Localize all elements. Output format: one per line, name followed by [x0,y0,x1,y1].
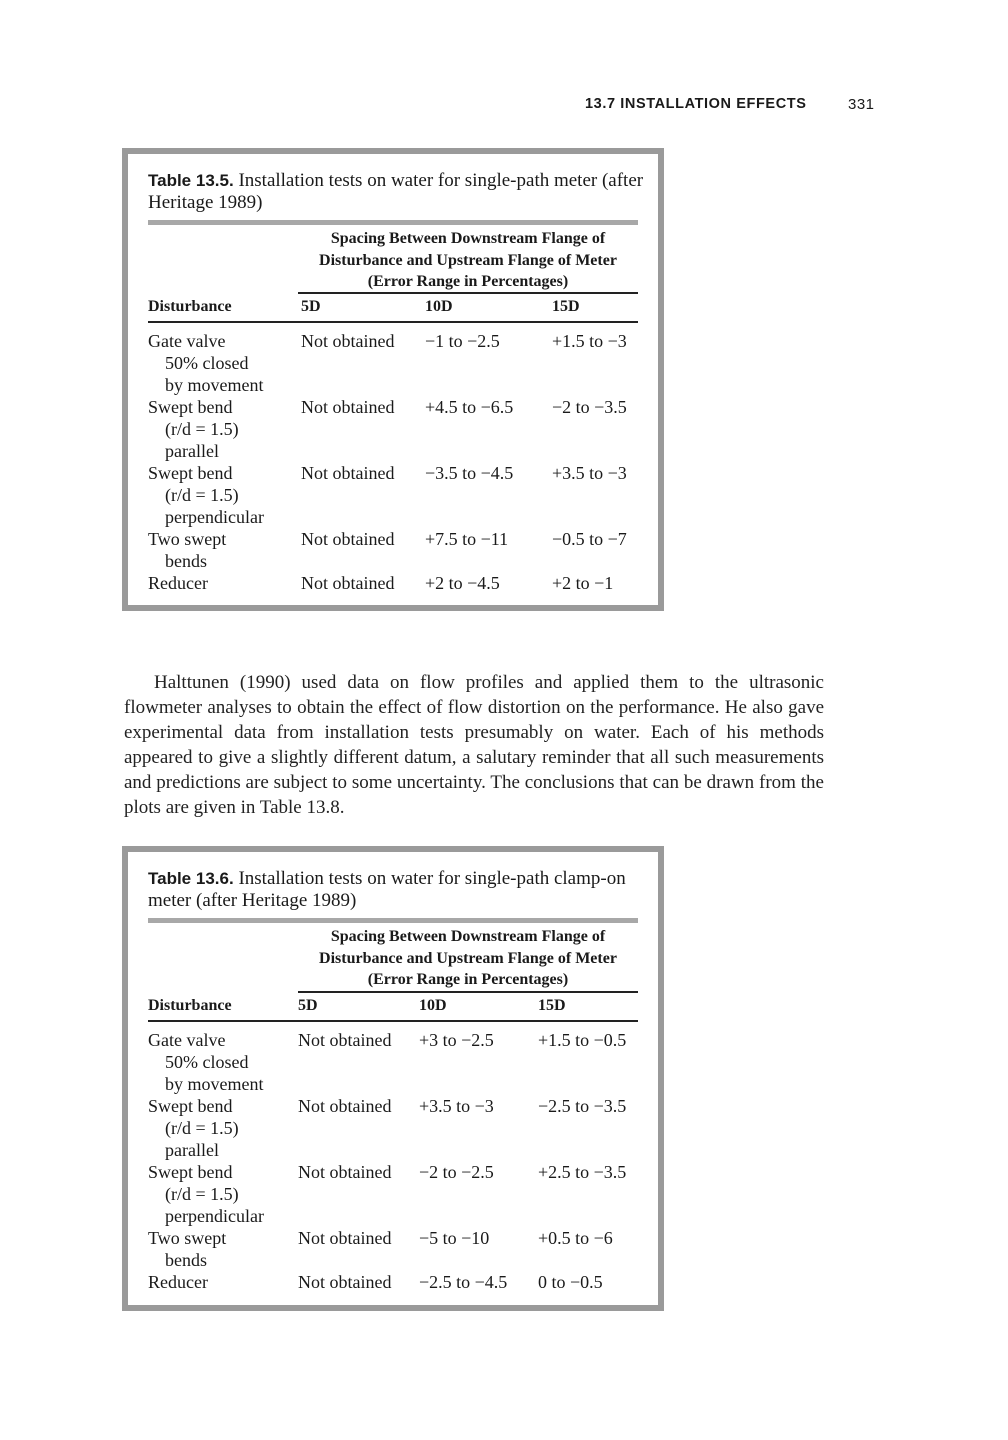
disturbance-cell [148,1271,298,1293]
cell-5d: Not obtained [298,1030,392,1050]
cell-15d: +2.5 to −3.5 [538,1162,627,1182]
column-header-15d: 15D [552,298,580,315]
cell-10d: −5 to −10 [419,1228,490,1248]
disturbance-line: Swept bend [148,1162,233,1182]
disturbance-cell [148,330,298,396]
cell-10d: +4.5 to −6.5 [425,397,514,417]
disturbance-line: (r/d = 1.5) [165,1118,239,1138]
cell-5d: Not obtained [298,1272,392,1292]
cell-10d: −3.5 to −4.5 [425,463,514,483]
disturbance-line: Two swept [148,529,227,549]
disturbance-line: Swept bend [148,463,233,483]
disturbance-cell [148,1029,298,1095]
cell-15d: −2 to −3.5 [552,397,627,417]
column-header-5d: 5D [298,997,318,1014]
body-paragraph: Halttunen (1990) used data on flow profiles and applied them to the ultrasonic flowmeter analyses to obtain the effect of flow distortion on the performance. He also gave experimental data from installation tests presumably on water. Each of his methods appeared to give a slightly different datum, a salutary reminder that all such measurements and predictions are subject to some uncertainty. The conclusions that can be drawn from the plots are given in Table 13.8. [124,672,824,818]
table-top-rule [148,918,638,923]
disturbance-line: (r/d = 1.5) [165,485,239,505]
table-top-rule [148,220,638,225]
column-header-10d: 10D [419,997,447,1014]
cell-10d: −2 to −2.5 [419,1162,494,1182]
cell-15d: +1.5 to −3 [552,331,627,351]
spanner-rule [298,991,638,993]
column-header-10d: 10D [425,298,453,315]
disturbance-line: perpendicular [165,1206,264,1226]
header-rule [148,1020,638,1022]
disturbance-line: perpendicular [165,507,264,527]
disturbance-cell [148,462,298,528]
spanner-line: Spacing Between Downstream Flange of [330,230,606,247]
cell-10d: +7.5 to −11 [425,529,509,549]
running-head [585,92,885,116]
cell-5d: Not obtained [298,1096,392,1116]
cell-15d: 0 to −0.5 [538,1272,603,1292]
disturbance-line: Gate valve [148,1030,226,1050]
disturbance-line: 50% closed [165,1052,249,1072]
cell-10d: −1 to −2.5 [425,331,500,351]
cell-5d: Not obtained [301,463,395,483]
disturbance-line: Gate valve [148,331,226,351]
disturbance-line: bends [165,551,207,571]
cell-15d: −0.5 to −7 [552,529,627,549]
table-caption-text: Installation tests on water for single-path clamp-on meter (after Heritage 1989) [148,868,626,911]
spanner-line: Disturbance and Upstream Flange of Meter [319,949,617,967]
column-spanner-header [298,926,638,991]
cell-10d: +3 to −2.5 [419,1030,494,1050]
column-spanner-header [298,228,638,293]
cell-5d: Not obtained [301,573,395,593]
spanner-rule [298,292,638,294]
cell-5d: Not obtained [298,1162,392,1182]
column-header-disturbance: Disturbance [148,997,232,1014]
disturbance-cell [148,528,298,572]
table-caption-label: Table 13.6. [148,869,234,888]
column-header-15d: 15D [538,997,566,1014]
table-caption [148,170,648,214]
header-rule [148,321,638,323]
disturbance-line: bends [165,1250,207,1270]
table-caption [148,868,648,912]
disturbance-line: (r/d = 1.5) [165,1184,239,1204]
section-title: 13.7 INSTALLATION EFFECTS [585,96,807,112]
cell-5d: Not obtained [298,1228,392,1248]
disturbance-line: Reducer [148,573,208,593]
column-header-disturbance: Disturbance [148,298,232,315]
page-number: 331 [848,96,875,113]
cell-5d: Not obtained [301,331,395,351]
cell-15d: +1.5 to −0.5 [538,1030,627,1050]
spanner-line: (Error Range in Percentages) [367,971,569,988]
disturbance-line: Two swept [148,1228,227,1248]
cell-10d: +3.5 to −3 [419,1096,494,1116]
disturbance-line: parallel [165,441,219,461]
disturbance-line: Swept bend [148,397,233,417]
table-caption-text: Installation tests on water for single-path meter (after Heritage 1989) [148,170,644,213]
spanner-line: Disturbance and Upstream Flange of Meter [319,251,617,269]
disturbance-cell [148,396,298,462]
disturbance-cell [148,1095,298,1161]
cell-15d: +0.5 to −6 [538,1228,613,1248]
disturbance-line: 50% closed [165,353,249,373]
table-13-5 [122,148,664,611]
cell-15d: +3.5 to −3 [552,463,627,483]
cell-10d: −2.5 to −4.5 [419,1272,508,1292]
spanner-line: Spacing Between Downstream Flange of [330,928,606,945]
table-13-6 [122,846,664,1311]
disturbance-line: by movement [165,375,264,395]
cell-10d: +2 to −4.5 [425,573,500,593]
disturbance-line: parallel [165,1140,219,1160]
disturbance-line: by movement [165,1074,264,1094]
spanner-line: (Error Range in Percentages) [367,273,569,290]
disturbance-line: (r/d = 1.5) [165,419,239,439]
cell-15d: −2.5 to −3.5 [538,1096,627,1116]
disturbance-cell [148,1227,298,1271]
disturbance-cell [148,572,298,594]
cell-15d: +2 to −1 [552,573,614,593]
table-caption-label: Table 13.5. [148,171,234,190]
disturbance-line: Swept bend [148,1096,233,1116]
disturbance-cell [148,1161,298,1227]
column-header-5d: 5D [301,298,321,315]
disturbance-line: Reducer [148,1272,208,1292]
cell-5d: Not obtained [301,397,395,417]
cell-5d: Not obtained [301,529,395,549]
